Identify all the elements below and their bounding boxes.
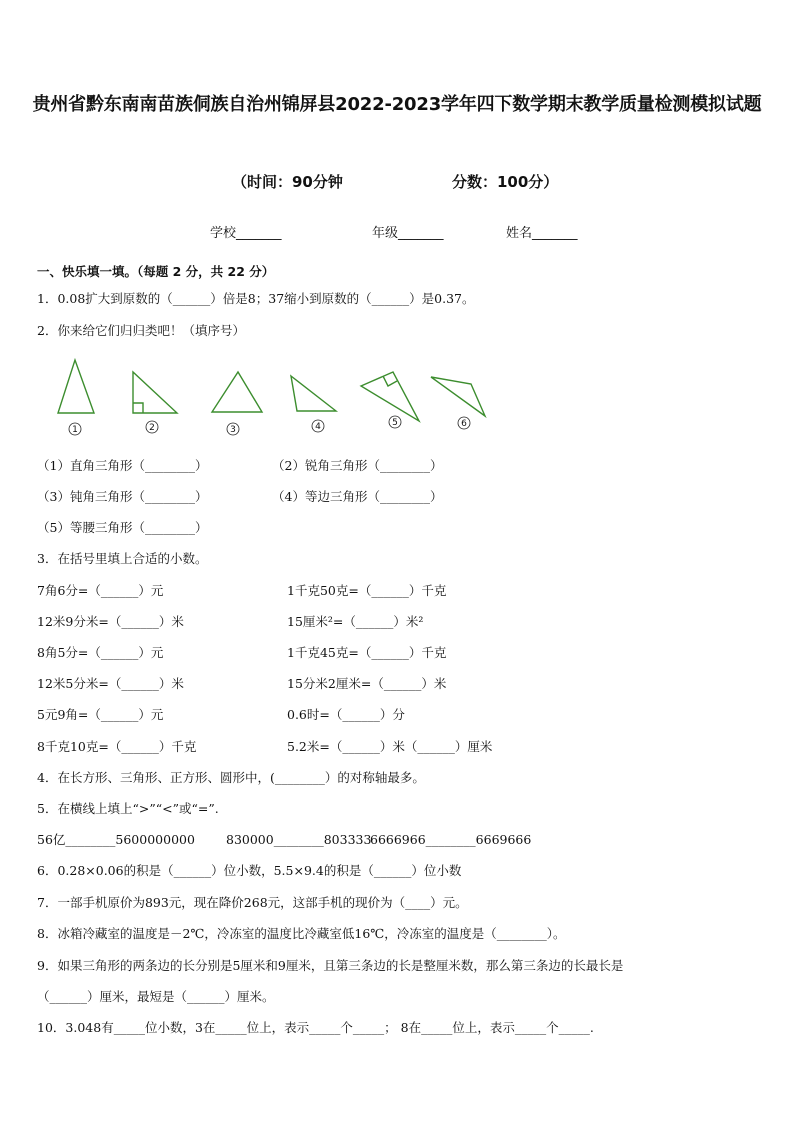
q5-item-1: 56亿________5600000000 xyxy=(37,832,195,847)
triangle-label-1: 1 xyxy=(72,425,78,435)
question-8: 8．冰箱冷藏室的温度是－2℃，冷冻室的温度比冷藏室低16℃，冷冻室的温度是（________）。 xyxy=(37,926,566,941)
triangle-figures xyxy=(0,350,794,445)
question-9-line-2: （______）厘米，最短是（______）厘米。 xyxy=(37,989,275,1004)
total-score: 分数：100分） xyxy=(452,173,559,191)
classify-acute-triangle: （2）锐角三角形（________） xyxy=(272,458,443,473)
q3-right-4: 15分米2厘米=（______）米 xyxy=(287,676,447,691)
question-2: 2．你来给它们归归类吧！（填序号） xyxy=(37,323,245,338)
q3-right-2: 15厘米²=（______）米² xyxy=(287,614,424,629)
time-limit: （时间：90分钟 xyxy=(232,173,343,191)
question-10: 10．3.048有_____位小数，3在_____位上，表示_____个_____； 8在_____位上，表示_____个_____. xyxy=(37,1020,594,1035)
exam-meta xyxy=(0,171,794,193)
question-7: 7．一部手机原价为893元，现在降价268元，这部手机的现价为（____）元。 xyxy=(37,895,468,910)
q3-right-5: 0.6时=（______）分 xyxy=(287,707,405,722)
right-angle-mark-5 xyxy=(383,376,397,386)
classify-equilateral-triangle: （4）等边三角形（________） xyxy=(272,489,443,504)
grade-field: 年级_______ xyxy=(372,226,444,241)
q3-left-3: 8角5分=（______）元 xyxy=(37,645,164,660)
q3-left-5: 5元9角=（______）元 xyxy=(37,707,164,722)
question-9-line-1: 9．如果三角形的两条边的长分别是5厘米和9厘米，且第三条边的长是整厘米数，那么第三条边的长最长是 xyxy=(37,958,624,973)
triangle-5 xyxy=(361,372,419,421)
triangle-3 xyxy=(212,372,262,412)
q3-left-6: 8千克10克=（______）千克 xyxy=(37,739,197,754)
q3-right-1: 1千克50克=（______）千克 xyxy=(287,583,447,598)
triangle-label-6: 6 xyxy=(461,419,467,429)
classify-obtuse-triangle: （3）钝角三角形（________） xyxy=(37,489,208,504)
right-angle-mark-2 xyxy=(133,403,143,413)
triangle-6 xyxy=(431,377,485,416)
q3-left-2: 12米9分米=（______）米 xyxy=(37,614,184,629)
question-1: 1．0.08扩大到原数的（______）倍是8；37缩小到原数的（______）是0.37。 xyxy=(37,291,475,306)
question-5: 5．在横线上填上“>”“<”或“=”. xyxy=(37,801,219,816)
q3-right-6: 5.2米=（______）米（______）厘米 xyxy=(287,739,493,754)
q3-left-4: 12米5分米=（______）米 xyxy=(37,676,184,691)
q5-item-2: 830000________803333 xyxy=(226,832,372,847)
classify-right-triangle: （1）直角三角形（________） xyxy=(37,458,208,473)
triangle-4 xyxy=(291,376,336,411)
triangle-1 xyxy=(58,360,94,413)
classify-isosceles-triangle: （5）等腰三角形（________） xyxy=(37,520,208,535)
q3-left-1: 7角6分=（______）元 xyxy=(37,583,164,598)
triangle-label-3: 3 xyxy=(230,425,236,435)
section-heading: 一、快乐填一填。（每题 2 分，共 22 分） xyxy=(37,264,275,279)
question-3: 3．在括号里填上合适的小数。 xyxy=(37,551,208,566)
triangle-label-2: 2 xyxy=(149,423,155,433)
triangle-label-5: 5 xyxy=(392,418,398,428)
student-info xyxy=(0,222,794,242)
name-field: 姓名_______ xyxy=(506,226,578,241)
question-6: 6．0.28×0.06的积是（______）位小数，5.5×9.4的积是（______）位小数 xyxy=(37,863,462,878)
q5-item-3: 6666966________6669666 xyxy=(370,832,532,847)
triangle-label-4: 4 xyxy=(315,422,321,432)
q3-right-3: 1千克45克=（______）千克 xyxy=(287,645,447,660)
school-field: 学校_______ xyxy=(210,226,282,241)
page-title: 贵州省黔东南南苗族侗族自治州锦屏县2022-2023学年四下数学期末教学质量检测模拟试题 xyxy=(32,94,762,115)
question-4: 4．在长方形、三角形、正方形、圆形中，(________）的对称轴最多。 xyxy=(37,770,425,785)
triangle-2 xyxy=(133,372,177,413)
